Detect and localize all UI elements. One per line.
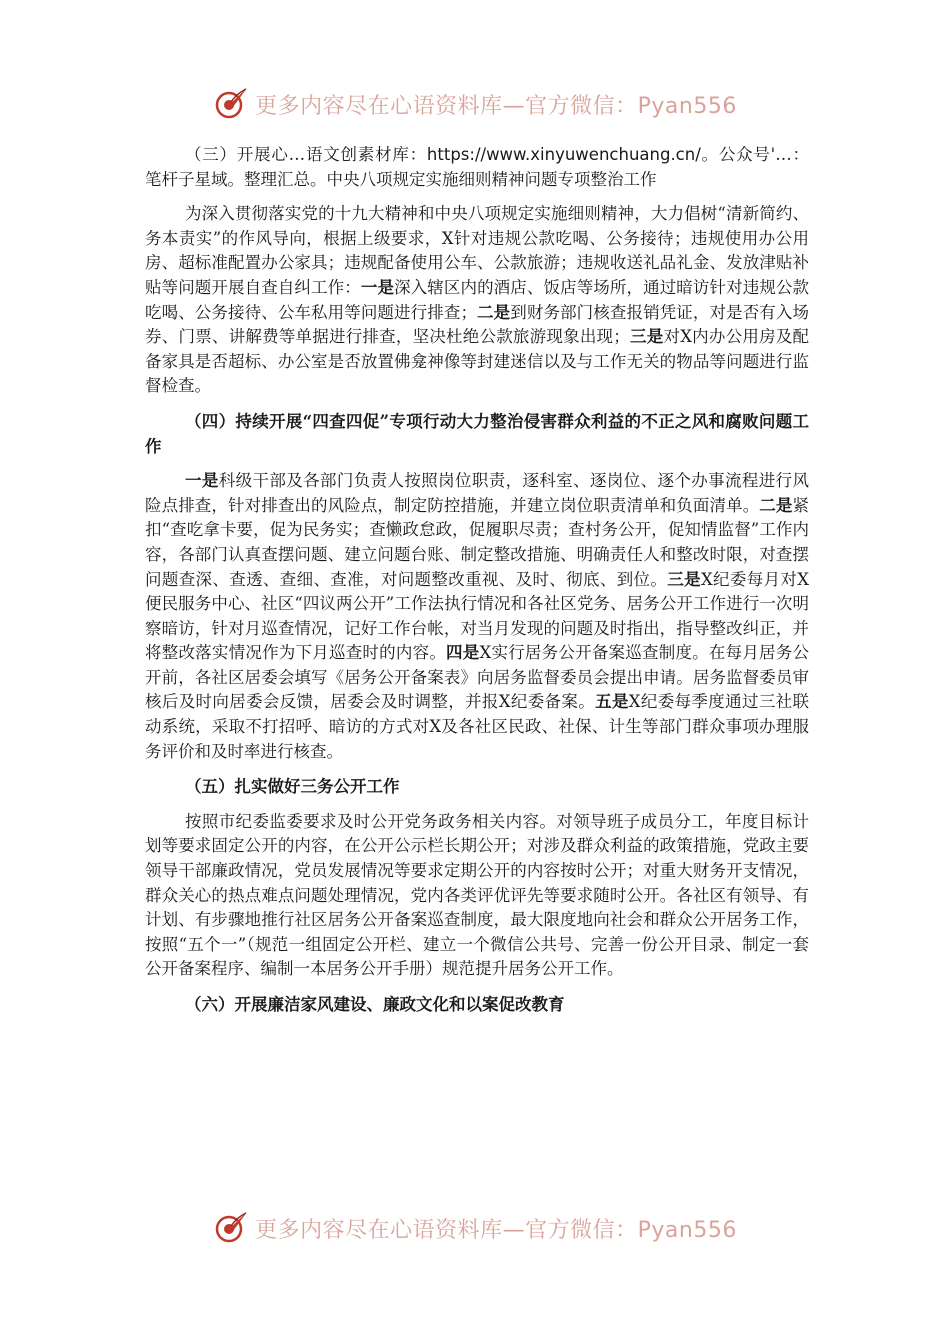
section5-heading: （五）扎实做好三务公开工作 bbox=[185, 777, 400, 797]
quill-seal-icon bbox=[213, 86, 249, 122]
watermark-text: 更多内容尽在心语资料库—官方微信：Pyan556 bbox=[255, 1217, 737, 1243]
section4-body: 一是科级干部及各部门负责人按照岗位职责，逐科室、逐岗位、逐个办事流程进行风险点排查，针对排查出的风险点，制定防控措施，并建立岗位职责清单和负面清单。二是紧扣“查吃拿卡要，促为民务实；查懒政怠政，促履职尽责；查村务公开，促知情监督”工作内容，各部门认真查摆问题、建立问题台账、制定整改措施、明确责任人和整改时限，对查摆问题查深、查透、查细、查准，对问题整改重视、及时、彻底、到位。三是X纪委每月对X便民服务中心、社区“四议两公开”工作法执行情况和各社区党务、居务公开工作进行一次明察暗访，针对月巡查情况，记好工作台帐，对当月发现的问题及时指出，指导整改纠正，并将整改落实情况作为下月巡查时的内容。四是X实行居务公开备案巡查制度。在每月居务公开前，各社区居委会填写《居务公开备案表》向居务监督委员会提出申请。居务监督委员审核后及时向居委会反馈，居委会及时调整，并报X纪委备案。五是X纪委每季度通过三社联动系统，采取不打招呼、暗访的方式对X及各社区民政、社保、计生等部门群众事项办理服务评价和及时率进行核查。 bbox=[145, 471, 810, 761]
section4-heading: （四）持续开展“四查四促”专项行动大力整治侵害群众利益的不正之风和腐败问题工作 bbox=[145, 411, 809, 456]
section3-title: （三）开展心…语文创素材库：https://www.xinyuwenchuang.cn/。公众号'…：笔杆子星域。整理汇总。中央八项规定实施细则精神问题专项整治工作 bbox=[145, 145, 809, 189]
quill-seal-icon bbox=[213, 1210, 249, 1246]
section5-body: 按照市纪委监委要求及时公开党务政务相关内容。对领导班子成员分工，年度目标计划等要求固定公开的内容，在公开公示栏长期公开；对涉及群众利益的政策措施，党政主要领导干部廉政情况，党员发展情况等要求定期公开的内容按时公开；对重大财务开支情况，群众关心的热点难点问题处理情况，党内各类评优评先等要求随时公开。各社区有领导、有计划、有步骤地推行社区居务公开备案巡查制度，最大限度地向社会和群众公开居务工作，按照“五个一”（规范一组固定公开栏、建立一个微信公共号、完善一份公开目录、制定一套公开备案程序、编制一本居务公开手册）规范提升居务公开工作。 bbox=[145, 811, 809, 979]
section3-body: 为深入贯彻落实党的十九大精神和中央八项规定实施细则精神，大力倡树“清新简约、务本责实”的作风导向，根据上级要求，X针对违规公款吃喝、公务接待；违规使用办公用房、超标准配置办公家具；违规配备使用公车、公款旅游；违规收送礼品礼金、发放津贴补贴等问题开展自查自纠工作：一是深入辖区内的酒店、饭店等场所，通过暗访针对违规公款吃喝、公务接待、公车私用等问题进行排查；二是到财务部门核查报销凭证，对是否有入场券、门票、讲解费等单据进行排查，坚决杜绝公款旅游现象出现；三是对X内办公用房及配备家具是否超标、办公室是否放置佛龛神像等封建迷信以及与工作无关的物品等问题进行监督检查。 bbox=[145, 204, 810, 396]
document-body bbox=[145, 143, 809, 1018]
watermark-text: 更多内容尽在心语资料库—官方微信：Pyan556 bbox=[255, 93, 737, 119]
header-watermark bbox=[0, 82, 950, 126]
section6-heading: （六）开展廉洁家风建设、廉政文化和以案促改教育 bbox=[185, 995, 565, 1014]
source-url[interactable]: https://www.xinyuwenchuang.cn/ bbox=[426, 145, 701, 164]
footer-watermark bbox=[0, 1206, 950, 1250]
